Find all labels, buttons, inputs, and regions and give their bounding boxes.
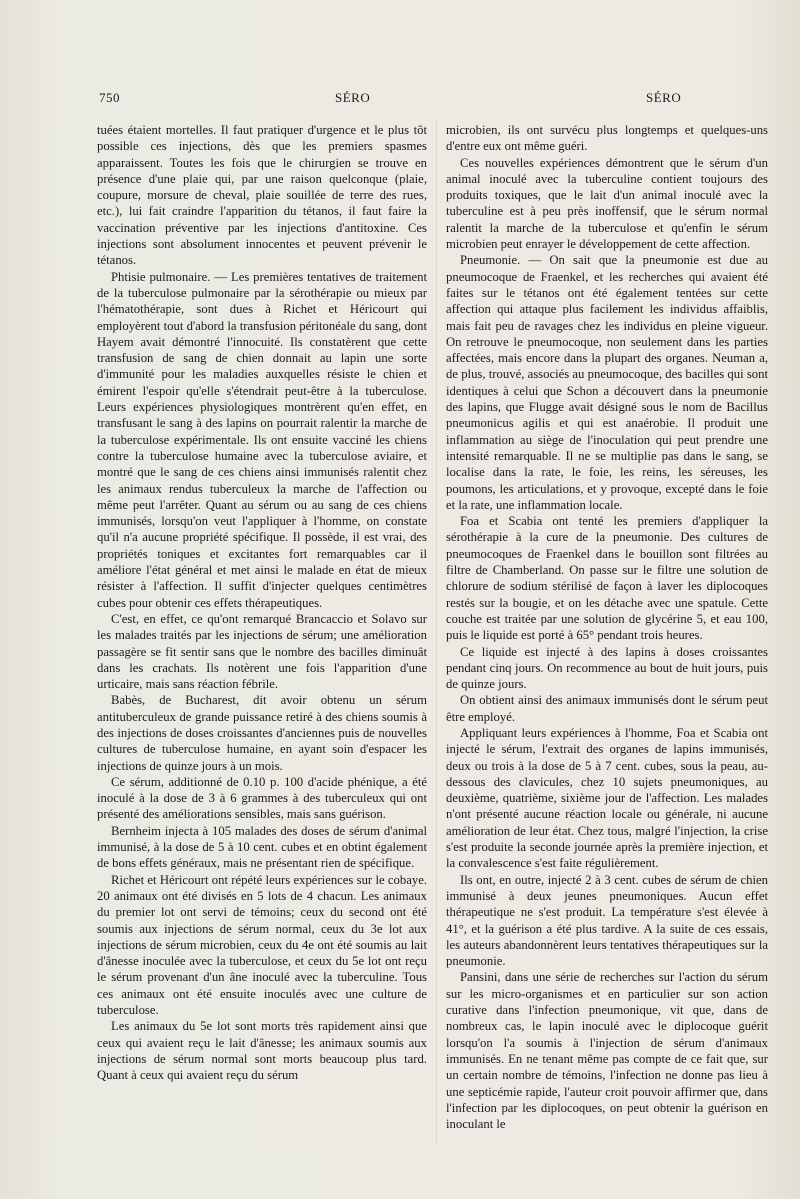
paragraph: Foa et Scabia ont tenté les premiers d'appliquer la sérothérapie à la cure de la pneumonie. Des cultures de pneumocoques de Fraenkel dans le bouillon sont filtrées au filtre de Chamberland. On passe sur le filtre une solution de chlorure de sodium stérilisé de façon à laver les diplocoques restés sur la bougie, et on les détache avec une spatule. Cette couche est traitée par une solution de glycérine 5, et eau 100, puis le liquide est porté à 65° pendant trois heures. bbox=[446, 514, 768, 643]
right-column bbox=[446, 122, 768, 1132]
paragraph: Bernheim injecta à 105 malades des doses de sérum d'animal immunisé, à la dose de 5 à 10 cent. cubes et en obtint également de bons effets généraux, mais ne présentant rien de spécifique. bbox=[97, 823, 427, 871]
section-pneumonie-paragraph: Pneumonie. — On sait que la pneumonie est due au pneumocoque de Fraenkel, et les recherches qui avaient été faites sur le tétanos ont été également tentées sur cette affection qui attaque plus facilement les individus affaiblis, mais fait peu de ravages chez les individus en pleine vigueur. On retrouve le pneumocoque, non seulement dans les parties affectées, mais encore dans la plupart des organes. Neuman a, de plus, trouvé, associés au pneumocoque, des bacilles qui sont identiques à celui que Schon a découvert dans la pneumonie des lapins, que Flugge avait désigné sous le nom de Bacillus pneumonicus agilis et qui est anaérobie. Il produit une inflammation au siège de l'inoculation qui peut prendre une intensité remarquable. Il ne se multiplie pas dans le sang, se localise dans la rate, le foie, les reins, les séreuses, les poumons, les articulations, et y provoque, excepté dans le foie et la rate, une inflammation locale. bbox=[446, 253, 768, 512]
paragraph: Ce sérum, additionné de 0.10 p. 100 d'acide phénique, a été inoculé à la dose de 3 à 6 grammes à des tuberculeux qui ont présenté des améliorations sensibles, mais sans guérison. bbox=[97, 774, 427, 822]
page-number: 750 bbox=[99, 90, 120, 105]
running-head bbox=[99, 90, 742, 110]
paragraph: Ces nouvelles expériences démontrent que le sérum d'un animal inoculé avec la tuberculine contient toujours des produits toxiques, que le lait d'un animal inoculé avec la tuberculine est à peu près inoffensif, que le sérum normal ralentit la marche de la tuberculose et qu'enfin le sérum microbien peut enrayer le développement de cette affection. bbox=[446, 155, 768, 252]
right-running-title: SÉRO bbox=[646, 90, 682, 105]
paragraph: Ce liquide est injecté à des lapins à doses croissantes pendant cinq jours. On recommence au bout de huit jours, puis de quinze jours. bbox=[446, 644, 768, 692]
paragraph: Pansini, dans une série de recherches sur l'action du sérum sur les micro-organismes et en particulier sur son action curative dans l'infection pneumonique, vit que, dans de nombreux cas, le lapin inoculé avec le diplocoque guérit lorsqu'on l'a soumis à l'injection de sérum d'animaux immunisés. En ne tenant même pas compte de ce fait que, sur un certain nombre de témoins, l'infection ne donne pas lieu à une septicémie rapide, l'auteur croit pouvoir affirmer que, dans l'infection par les diplocoques, on peut obtenir la guérison en inoculant le bbox=[446, 970, 768, 1132]
paragraph: Ils ont, en outre, injecté 2 à 3 cent. cubes de sérum de chien immunisé à deux jeunes pneumoniques. Aucun effet thérapeutique ne s'est produit. La température s'est élevée à 41°, et la guérison a été plus tardive. A la suite de ces essais, les auteurs abandonnèrent leurs tentatives thérapeutiques sur la pneumonie. bbox=[446, 872, 768, 969]
paragraph: tuées étaient mortelles. Il faut pratiquer d'urgence et le plus tôt possible ces injections, dès que les premiers spasmes apparaissent. Toutes les fois que le chirurgien se trouve en présence d'une plaie qui, par une raison quelconque (plaie, coupure, morsure de cheval, plaie souillée de terre des rues, etc.), lui fait craindre l'apparition du tétanos, il faut faire la vaccination préventive par les injections d'antitoxine. Ces injections sont absolument innocentes et peuvent prévenir le tétanos. bbox=[97, 123, 427, 268]
paragraph: On obtient ainsi des animaux immunisés dont le sérum peut être employé. bbox=[446, 693, 768, 724]
left-running-title: SÉRO bbox=[335, 90, 371, 105]
column-divider bbox=[436, 122, 437, 1142]
left-column bbox=[97, 122, 427, 1084]
paragraph: Appliquant leurs expériences à l'homme, Foa et Scabia ont injecté le sérum, l'extrait des organes de lapins immunisés, deux ou trois à la dose de 5 à 7 cent. cubes, sous la peau, au-dessous des clavicules, chez 10 sujets pneumoniques, au deuxième, quatrième, sixième jour de l'affection. Les malades n'ont présenté aucune réaction locale ou générale, ni aucune amélioration de leur état. Chez tous, malgré l'injection, la crise s'est produite la seconde journée après la première injection, et la convalescence s'est faite régulièrement. bbox=[446, 725, 768, 871]
paragraph: Babès, de Bucharest, dit avoir obtenu un sérum antituberculeux de grande puissance retiré à des chiens soumis à des injections de doses croissantes d'anciennes puis de nouvelles cultures de tuberculose humaine, en ayant soin d'espacer les injections de quinze jours à un mois. bbox=[97, 693, 427, 773]
paragraph: C'est, en effet, ce qu'ont remarqué Brancaccio et Solavo sur les malades traités par les injections de sérum; une amélioration passagère se fit sentir sans que le nombre des bacilles diminuât dans les crachats. Ils notèrent une fois l'apparition d'une urticaire, mais sans réaction fébrile. bbox=[97, 611, 427, 692]
section-phtisie-paragraph: Phtisie pulmonaire. — Les premières tentatives de traitement de la tuberculose pulmonaire par la sérothérapie ou mieux par l'hématothérapie, sont dues à Richet et Héricourt qui employèrent tout d'abord la transfusion péritonéale du sang, dont Hayem avait démontré l'innocuité. Ils constatèrent que cette transfusion de sang de chien donnait au lapin une sorte d'immunité pour les maladies auxquelles résiste le chien et émirent l'espoir qu'elle s'étendrait peut-être à la tuberculose. Leurs expériences physiologiques montrèrent qu'en effet, en transfusant le sang à des lapins on pourrait ralentir la marche de la tuberculose expérimentale. Ils ont ensuite vacciné les chiens contre la tuberculose humaine avec la tuberculose aviaire, et montré que le sang de ces chiens ainsi immunisés ralentit chez les animaux rendus tuberculeux la marche de l'affection ou même peut l'arrêter. Quant au sérum ou au sang de ces chiens immunisés, lorsqu'on veut l'appliquer à l'homme, on constate qu'il n'a aucune propriété spécifique. Il possède, il est vrai, des propriétés toniques et excitantes fort remarquables car il améliore l'état général et met ainsi le malade en état de mieux résister à l'affection. Il suffit d'injecter quelques centimètres cubes pour obtenir ces effets thérapeutiques. bbox=[97, 269, 427, 610]
paragraph: Richet et Héricourt ont répété leurs expériences sur le cobaye. 20 animaux ont été divisés en 5 lots de 4 chacun. Les animaux du premier lot ont servi de témoins; ceux du second ont été soumis aux injections de sérum normal, ceux du 3e lot aux injections de sérum microbien, ceux du 4e ont été soumis au lait d'ânesse inoculée avec la tuberculose, et ceux du 5e lot ont reçu le sérum provenant d'un âne inoculé avec la tuberculine. Tous ces animaux ont été ensuite inoculés avec une culture de tuberculose. bbox=[97, 872, 427, 1018]
paragraph: Les animaux du 5e lot sont morts très rapidement ainsi que ceux qui avaient reçu le lait d'ânesse; les animaux soumis aux injections de sérum normal sont morts beaucoup plus tard. Quant à ceux qui avaient reçu du sérum bbox=[97, 1019, 427, 1083]
paragraph: microbien, ils ont survécu plus longtemps et quelques-uns d'entre eux ont même guéri. bbox=[446, 123, 768, 154]
